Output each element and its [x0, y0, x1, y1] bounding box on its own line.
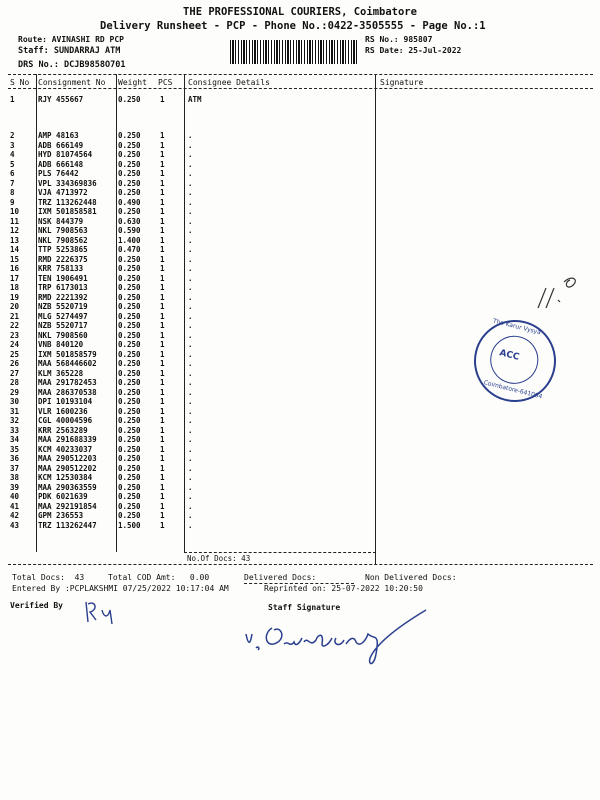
row-sno: 5 — [10, 159, 15, 169]
row-sno: 43 — [10, 520, 20, 530]
row-weight: 0.250 — [118, 254, 141, 264]
total-docs: Total Docs: 43 — [12, 573, 85, 582]
row-consignment-no: NZB 5520717 — [38, 321, 88, 330]
table-row — [10, 445, 570, 455]
table-row — [10, 131, 570, 141]
row-pcs: 1 — [160, 207, 165, 216]
row-weight: 0.250 — [118, 387, 141, 397]
table-row — [10, 255, 570, 265]
row-weight: 0.250 — [118, 273, 141, 283]
table-row — [10, 511, 570, 521]
table-row — [10, 169, 570, 179]
row-consignee-details: . — [188, 463, 193, 473]
row-consignment-no: NZB 5520719 — [38, 302, 88, 311]
row-weight: 0.250 — [118, 463, 141, 473]
row-weight: 0.250 — [118, 511, 141, 520]
row-pcs: 1 — [160, 197, 165, 207]
row-consignment-no: RJY 455667 — [38, 95, 84, 104]
row-sno: 39 — [10, 482, 20, 492]
row-sno: 18 — [10, 283, 20, 292]
row-pcs: 1 — [160, 425, 165, 435]
table-row — [10, 302, 570, 312]
row-consignment-no: CGL 40004596 — [38, 416, 93, 425]
table-row — [10, 293, 570, 303]
row-weight: 0.250 — [118, 302, 141, 311]
row-consignee-details: . — [188, 207, 193, 216]
rs-date: RS Date: 25-Jul-2022 — [365, 46, 462, 55]
row-consignee-details: . — [188, 349, 193, 359]
table-row — [10, 464, 570, 474]
row-consignment-no: TEN 1906491 — [38, 273, 88, 283]
table-row — [10, 274, 570, 284]
row-sno: 37 — [10, 463, 20, 473]
row-weight: 0.250 — [118, 378, 141, 387]
row-weight: 0.250 — [118, 492, 141, 501]
row-sno: 30 — [10, 397, 20, 406]
row-weight: 0.250 — [118, 416, 141, 425]
row-pcs: 1 — [160, 463, 165, 473]
row-sno: 14 — [10, 245, 20, 254]
row-weight: 0.250 — [118, 368, 141, 378]
table-row — [10, 179, 570, 189]
row-consignment-no: AMP 48163 — [38, 131, 79, 140]
row-consignee-details: . — [188, 416, 193, 425]
row-consignment-no: NKL 7908560 — [38, 330, 88, 340]
row-consignment-no: RMD 2221392 — [38, 292, 88, 302]
row-consignment-no: NKL 7908562 — [38, 235, 88, 245]
table-row — [10, 207, 570, 217]
table-row — [10, 483, 570, 493]
table-row — [10, 236, 570, 246]
row-consignee-details: . — [188, 444, 193, 454]
row-consignment-no: MAA 290512202 — [38, 463, 97, 473]
row-pcs: 1 — [160, 520, 165, 530]
row-consignment-no: MAA 292191854 — [38, 501, 97, 511]
row-consignee-details: . — [188, 454, 193, 463]
row-sno: 32 — [10, 416, 20, 425]
row-pcs: 1 — [160, 406, 165, 416]
row-consignee-details: . — [188, 264, 193, 273]
row-sno: 11 — [10, 216, 20, 226]
staff-signature-label: Staff Signature — [268, 603, 341, 612]
row-pcs: 1 — [160, 435, 165, 444]
row-consignee-details: ATM — [188, 95, 202, 104]
row-consignee-details: . — [188, 169, 193, 178]
row-sno: 16 — [10, 264, 20, 273]
row-pcs: 1 — [160, 330, 165, 340]
table-row — [10, 473, 570, 483]
row-weight: 0.250 — [118, 283, 141, 292]
row-sno: 10 — [10, 207, 20, 216]
row-sno: 22 — [10, 321, 20, 330]
drs-number: DRS No.: DCJB9858O701 — [18, 60, 126, 70]
row-consignment-no: MLG 5274497 — [38, 311, 88, 321]
row-pcs: 1 — [160, 492, 165, 501]
row-consignment-no: ADB 666149 — [38, 140, 84, 150]
row-consignee-details: . — [188, 292, 193, 302]
row-sno: 41 — [10, 501, 20, 511]
row-consignment-no: VPL 334369836 — [38, 178, 97, 188]
row-weight: 0.250 — [118, 169, 141, 178]
row-sno: 9 — [10, 197, 15, 207]
row-consignee-details: . — [188, 511, 193, 520]
row-consignment-no: PDK 6021639 — [38, 492, 88, 501]
row-sno: 24 — [10, 340, 20, 349]
table-row — [10, 521, 570, 531]
row-pcs: 1 — [160, 292, 165, 302]
row-consignment-no: NSK 844379 — [38, 216, 84, 226]
row-weight: 0.250 — [118, 340, 141, 349]
row-pcs: 1 — [160, 378, 165, 387]
row-pcs: 1 — [160, 188, 165, 197]
row-pcs: 1 — [160, 473, 165, 482]
table-bottom-rule — [8, 564, 593, 565]
row-consignee-details: . — [188, 321, 193, 330]
table-row — [10, 407, 570, 417]
row-pcs: 1 — [160, 283, 165, 292]
row-consignment-no: KRR 758133 — [38, 264, 84, 273]
row-weight: 0.250 — [118, 311, 141, 321]
row-weight: 0.250 — [118, 359, 141, 368]
table-row — [10, 416, 570, 426]
row-consignment-no: TRP 6173013 — [38, 283, 88, 292]
row-consignment-no: IXM 501858579 — [38, 349, 97, 359]
row-consignee-details: . — [188, 435, 193, 444]
row-weight: 1.500 — [118, 520, 141, 530]
row-weight: 0.250 — [118, 501, 141, 511]
row-consignee-details: . — [188, 387, 193, 397]
non-delivered-docs: Non Delivered Docs: — [365, 573, 457, 582]
row-consignee-details: . — [188, 188, 193, 197]
row-weight: 0.250 — [118, 150, 141, 159]
col-header-pcs: PCS — [158, 78, 173, 87]
row-consignment-no: ADB 666148 — [38, 159, 84, 169]
row-weight: 0.250 — [118, 425, 141, 435]
col-header-weight: Weight — [118, 78, 147, 87]
table-row — [10, 141, 570, 151]
table-row — [10, 264, 570, 274]
row-sno: 19 — [10, 292, 20, 302]
row-consignee-details: . — [188, 340, 193, 349]
row-pcs: 1 — [160, 482, 165, 492]
table-row — [10, 198, 570, 208]
margin-note-text — [540, 270, 564, 281]
row-sno: 2 — [10, 131, 15, 140]
row-pcs: 1 — [160, 245, 165, 254]
row-sno: 1 — [10, 95, 15, 104]
table-row — [10, 283, 570, 293]
row-consignee-details: . — [188, 520, 193, 530]
col-header-signature: Signature — [380, 78, 424, 87]
verified-by-label: Verified By — [10, 601, 63, 610]
row-pcs: 1 — [160, 321, 165, 330]
row-weight: 0.250 — [118, 349, 141, 359]
row-weight: 0.630 — [118, 216, 141, 226]
row-consignee-details: . — [188, 425, 193, 435]
row-consignment-no: MAA 291782453 — [38, 378, 97, 387]
table-top-rule — [8, 74, 593, 75]
row-pcs: 1 — [160, 359, 165, 368]
row-pcs: 1 — [160, 349, 165, 359]
row-consignment-no: VLR 1600236 — [38, 406, 88, 416]
row-consignee-details: . — [188, 216, 193, 226]
row-weight: 1.400 — [118, 235, 141, 245]
row-consignment-no: KCM 12530384 — [38, 473, 93, 482]
row-sno: 13 — [10, 235, 20, 245]
row-sno: 33 — [10, 425, 20, 435]
delivered-docs: Delivered Docs: — [244, 573, 317, 582]
row-weight: 0.250 — [118, 140, 141, 150]
table-row — [10, 397, 570, 407]
table-row — [10, 454, 570, 464]
row-pcs: 1 — [160, 95, 165, 104]
row-consignment-no: KCM 40233037 — [38, 444, 93, 454]
row-weight: 0.250 — [118, 131, 141, 140]
row-pcs: 1 — [160, 302, 165, 311]
row-sno: 26 — [10, 359, 20, 368]
col-header-consignee: Consignee Details — [188, 78, 270, 87]
reprinted-on: Reprinted on: 25-07-2022 10:20:50 — [264, 584, 423, 593]
row-sno: 35 — [10, 444, 20, 454]
row-consignee-details: . — [188, 501, 193, 511]
row-weight: 0.250 — [118, 482, 141, 492]
row-sno: 31 — [10, 406, 20, 416]
row-consignee-details: . — [188, 397, 193, 406]
row-weight: 0.250 — [118, 397, 141, 406]
document-subtitle: Delivery Runsheet - PCP - Phone No.:0422-3505555 - Page No.:1 — [100, 20, 486, 32]
row-consignee-details: . — [188, 245, 193, 254]
row-consignment-no: MAA 291688339 — [38, 435, 97, 444]
row-pcs: 1 — [160, 397, 165, 406]
row-sno: 28 — [10, 378, 20, 387]
row-consignee-details: . — [188, 368, 193, 378]
row-sno: 20 — [10, 302, 20, 311]
row-sno: 36 — [10, 454, 20, 463]
verifier-initials-signature — [82, 598, 122, 628]
row-consignee-details: . — [188, 359, 193, 368]
row-consignee-details: . — [188, 226, 193, 235]
row-sno: 21 — [10, 311, 20, 321]
row-pcs: 1 — [160, 340, 165, 349]
row-weight: 0.250 — [118, 454, 141, 463]
docs-rule — [184, 552, 376, 553]
row-sno: 27 — [10, 368, 20, 378]
row-sno: 6 — [10, 169, 15, 178]
row-consignment-no: VNB 840120 — [38, 340, 84, 349]
row-consignee-details: . — [188, 140, 193, 150]
row-pcs: 1 — [160, 254, 165, 264]
row-pcs: 1 — [160, 444, 165, 454]
row-consignment-no: MAA 286370538 — [38, 387, 97, 397]
row-weight: 0.250 — [118, 435, 141, 444]
row-consignee-details: . — [188, 159, 193, 169]
row-consignment-no: MAA 568446602 — [38, 359, 97, 368]
row-sno: 4 — [10, 150, 15, 159]
table-row — [10, 312, 570, 322]
row-consignee-details: . — [188, 311, 193, 321]
barcode — [230, 40, 358, 64]
row-consignee-details: . — [188, 235, 193, 245]
document-title: THE PROFESSIONAL COURIERS, Coimbatore — [183, 6, 417, 18]
table-row — [10, 426, 570, 436]
stamp-ring-bottom: Coimbatore-641004 — [483, 379, 543, 401]
row-sno: 25 — [10, 349, 20, 359]
row-pcs: 1 — [160, 159, 165, 169]
table-row — [10, 188, 570, 198]
row-pcs: 1 — [160, 454, 165, 463]
row-pcs: 1 — [160, 140, 165, 150]
row-weight: 0.490 — [118, 197, 141, 207]
row-weight: 0.250 — [118, 406, 141, 416]
row-weight: 0.250 — [118, 159, 141, 169]
row-sno: 38 — [10, 473, 20, 482]
table-row — [10, 435, 570, 445]
row-consignee-details: . — [188, 254, 193, 264]
row-pcs: 1 — [160, 264, 165, 273]
staff-signature — [236, 604, 436, 668]
row-pcs: 1 — [160, 416, 165, 425]
row-sno: 23 — [10, 330, 20, 340]
row-weight: 0.250 — [118, 264, 141, 273]
staff-label: Staff: SUNDARRAJ ATM — [18, 46, 121, 56]
row-consignee-details: . — [188, 330, 193, 340]
table-row — [10, 160, 570, 170]
table-row — [10, 321, 570, 331]
total-cod-amount: Total COD Amt: 0.00 — [108, 573, 210, 582]
row-weight: 0.250 — [118, 321, 141, 330]
row-consignment-no: HYD 81074564 — [38, 150, 93, 159]
row-sno: 12 — [10, 226, 20, 235]
row-sno: 3 — [10, 140, 15, 150]
row-weight: 0.250 — [118, 473, 141, 482]
row-pcs: 1 — [160, 311, 165, 321]
row-weight: 0.250 — [118, 444, 141, 454]
row-pcs: 1 — [160, 235, 165, 245]
row-consignee-details: . — [188, 150, 193, 159]
row-weight: 0.250 — [118, 188, 141, 197]
row-consignment-no: TTP 5253865 — [38, 245, 88, 254]
row-consignee-details: . — [188, 197, 193, 207]
row-pcs: 1 — [160, 387, 165, 397]
row-consignee-details: . — [188, 492, 193, 501]
row-pcs: 1 — [160, 131, 165, 140]
row-pcs: 1 — [160, 169, 165, 178]
table-row — [10, 217, 570, 227]
row-consignee-details: . — [188, 473, 193, 482]
row-weight: 0.470 — [118, 245, 141, 254]
row-pcs: 1 — [160, 150, 165, 159]
row-sno: 15 — [10, 254, 20, 264]
row-sno: 42 — [10, 511, 20, 520]
row-consignment-no: PLS 76442 — [38, 169, 79, 178]
row-consignee-details: . — [188, 482, 193, 492]
row-consignee-details: . — [188, 283, 193, 292]
row-consignment-no: RMD 2226375 — [38, 254, 88, 264]
row-pcs: 1 — [160, 226, 165, 235]
row-pcs: 1 — [160, 273, 165, 283]
row-consignment-no: KLM 365228 — [38, 368, 84, 378]
row-consignment-no: KRR 2563289 — [38, 425, 88, 435]
route-label: Route: AVINASHI RD PCP — [18, 35, 124, 44]
row-pcs: 1 — [160, 178, 165, 188]
stamp-ring-top: The Karur Vysya — [492, 317, 542, 337]
no-of-docs: No.Of Docs: 43 — [187, 554, 251, 563]
row-consignee-details: . — [188, 178, 193, 188]
row-consignment-no: GPM 236553 — [38, 511, 84, 520]
table-row — [10, 502, 570, 512]
row-sno: 8 — [10, 188, 15, 197]
row-consignee-details: . — [188, 131, 193, 140]
row-consignment-no: DPI 10193104 — [38, 397, 93, 406]
row-consignee-details: . — [188, 302, 193, 311]
row-consignment-no: VJA 4713972 — [38, 188, 88, 197]
row-consignee-details: . — [188, 406, 193, 416]
row-consignment-no: TRZ 113262447 — [38, 520, 97, 530]
row-sno: 29 — [10, 387, 20, 397]
table-row — [10, 492, 570, 502]
row-sno: 7 — [10, 178, 15, 188]
col-header-sno: S No — [10, 78, 30, 87]
row-pcs: 1 — [160, 216, 165, 226]
table-row — [10, 150, 570, 160]
row-weight: 0.250 — [118, 178, 141, 188]
col-header-consignment: Consignment No — [38, 78, 106, 87]
row-weight: 0.250 — [118, 292, 141, 302]
row-consignment-no: MAA 290512203 — [38, 454, 97, 463]
row-weight: 0.250 — [118, 330, 141, 340]
rs-number: RS No.: 985807 — [365, 35, 433, 44]
row-sno: 34 — [10, 435, 20, 444]
row-weight: 0.250 — [118, 207, 141, 216]
table-row — [10, 95, 570, 105]
row-pcs: 1 — [160, 511, 165, 520]
row-sno: 40 — [10, 492, 20, 501]
row-sno: 17 — [10, 273, 20, 283]
row-consignment-no: NKL 7908563 — [38, 226, 88, 235]
entered-by: Entered By :PCPLAKSHMI 07/25/2022 10:17:04 AM — [12, 584, 229, 593]
row-pcs: 1 — [160, 501, 165, 511]
table-header-rule — [8, 88, 593, 89]
table-row — [10, 226, 570, 236]
row-pcs: 1 — [160, 368, 165, 378]
row-consignment-no: TRZ 113262448 — [38, 197, 97, 207]
row-consignee-details: . — [188, 378, 193, 387]
row-consignment-no: IXM 501858581 — [38, 207, 97, 216]
row-weight: 0.590 — [118, 226, 141, 235]
table-row — [10, 245, 570, 255]
stamp-center: ACC — [498, 348, 521, 363]
row-weight: 0.250 — [118, 95, 141, 104]
row-consignee-details: . — [188, 273, 193, 283]
row-consignment-no: MAA 290363559 — [38, 482, 97, 492]
